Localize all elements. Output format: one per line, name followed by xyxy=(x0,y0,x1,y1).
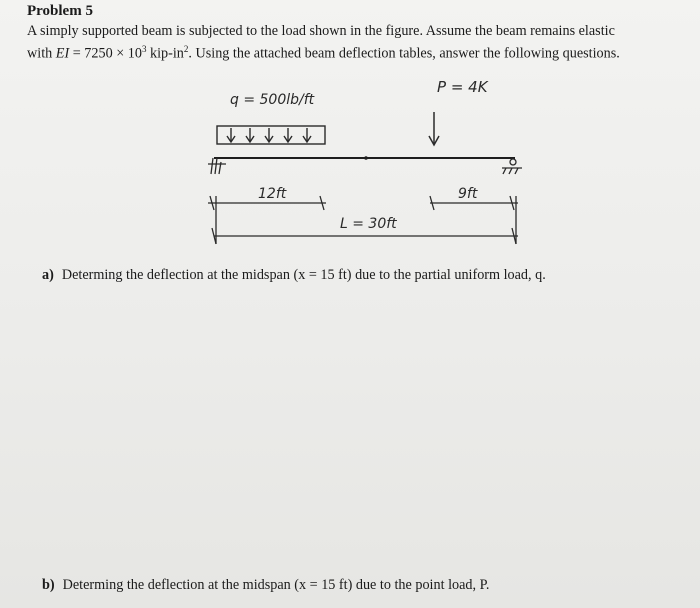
problem-title: Problem 5 xyxy=(27,3,93,19)
pin-support xyxy=(208,158,226,174)
ei-value: = 7250 × 10 xyxy=(69,45,142,62)
ei-symbol: EI xyxy=(55,45,70,62)
intro-suffix: . Using the attached beam deflection tables, answer the following questions. xyxy=(188,45,620,62)
right-dimension-label: 9ft xyxy=(458,186,478,202)
ei-exponent: 3 xyxy=(141,44,147,54)
beam-sketch xyxy=(200,78,540,248)
left-dimension-label: 12ft xyxy=(258,186,287,202)
unit-exponent: 2 xyxy=(183,44,189,54)
question-a-label: a) xyxy=(42,267,54,283)
ei-unit: kip-in xyxy=(146,45,184,62)
point-load-label: P = 4K xyxy=(437,78,488,96)
question-b xyxy=(42,577,489,594)
question-a xyxy=(42,267,546,284)
question-b-text: Determing the deflection at the midspan (x = 15 ft) due to the point load, P. xyxy=(62,577,490,593)
problem-statement xyxy=(27,22,687,63)
midspan-dot xyxy=(364,156,368,160)
beam-diagram xyxy=(200,78,540,248)
intro-line-1: A simply supported beam is subjected to the load shown in the figure. Assume the beam remains elastic xyxy=(27,23,615,39)
distributed-load-arrows xyxy=(217,126,325,144)
distributed-load-label: q = 500lb/ft xyxy=(230,92,315,108)
point-load-arrow xyxy=(429,112,439,145)
question-a-text: Determing the deflection at the midspan (x = 15 ft) due to the partial uniform load, q. xyxy=(61,267,546,283)
question-b-label: b) xyxy=(42,577,55,593)
span-length-label: L = 30ft xyxy=(340,216,397,232)
roller-support xyxy=(502,159,522,174)
intro-prefix: with xyxy=(27,45,56,62)
